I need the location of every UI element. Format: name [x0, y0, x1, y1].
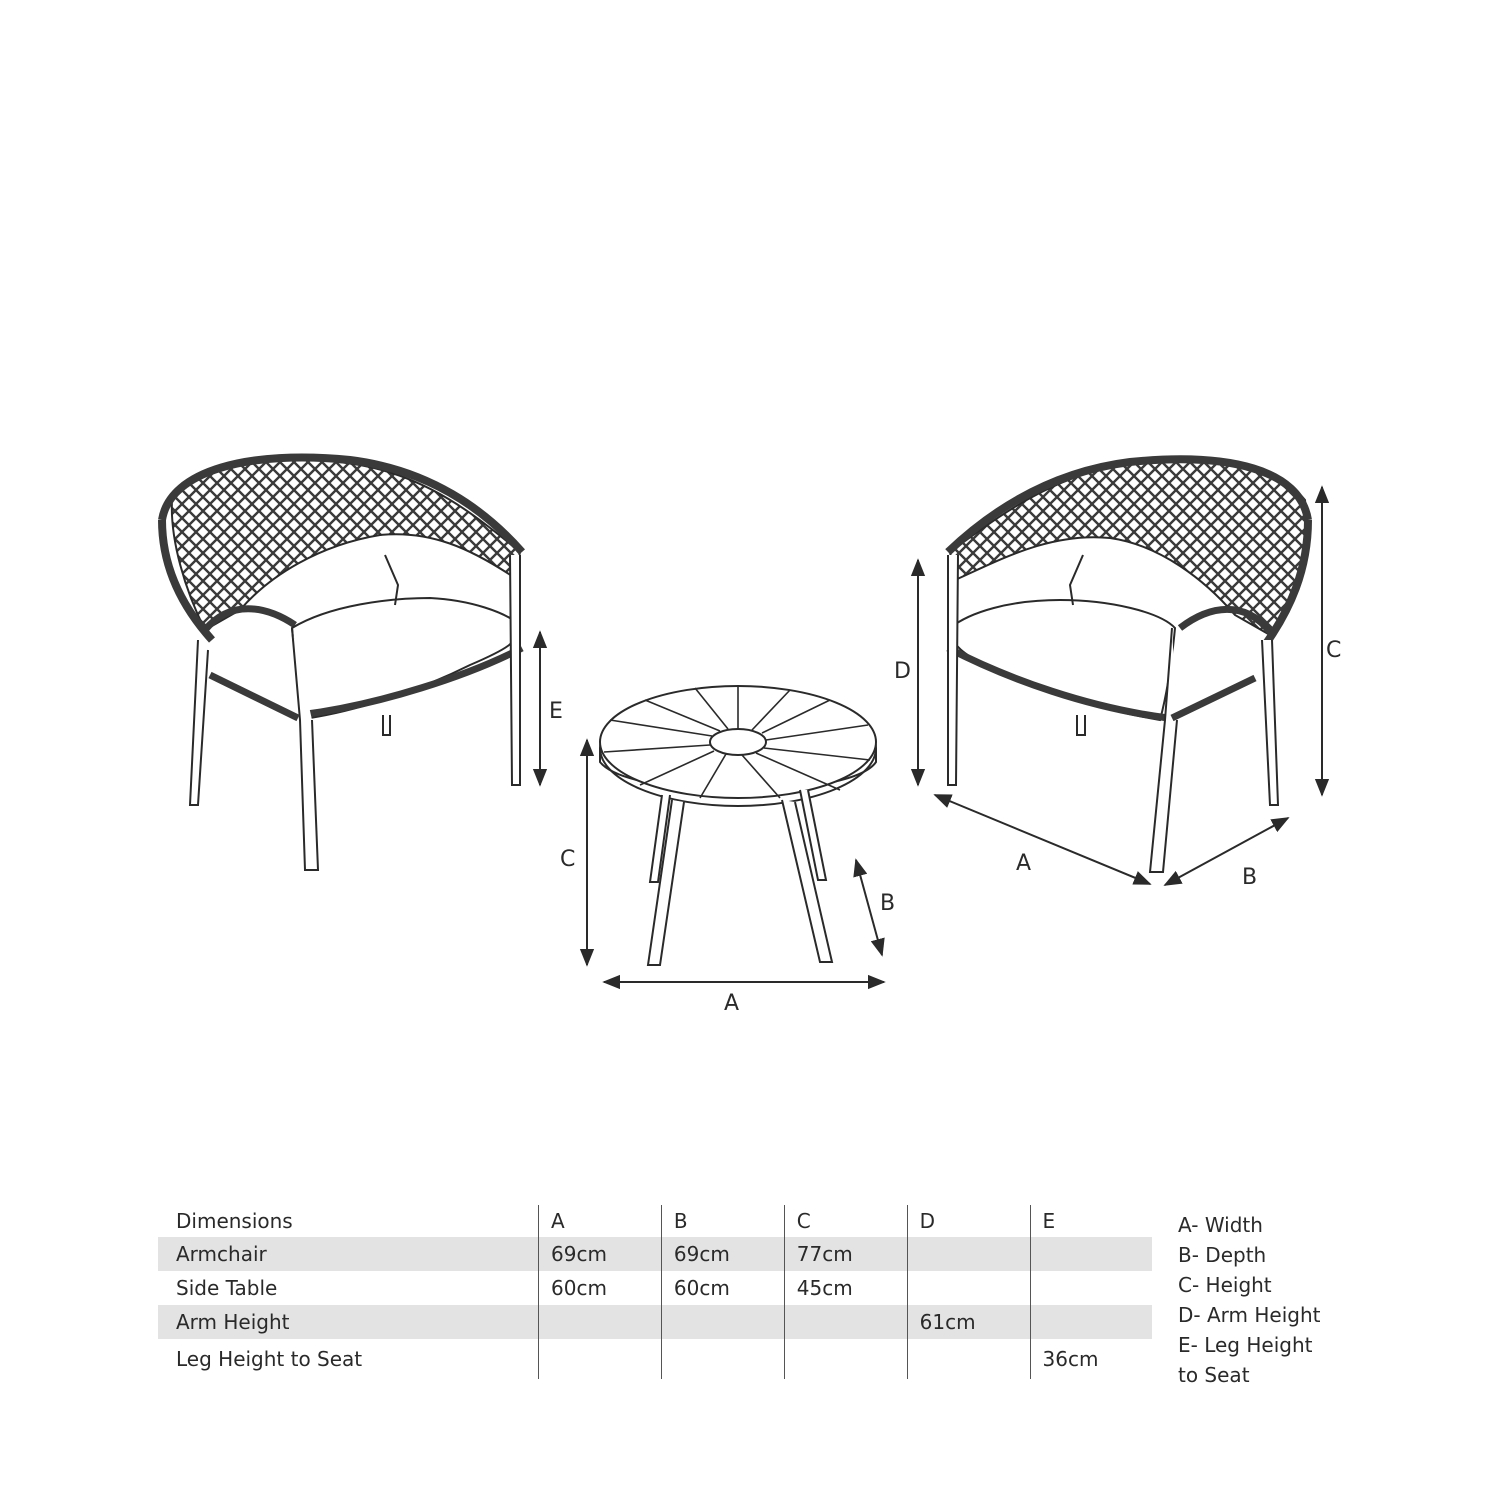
cell-A: 69cm	[539, 1237, 662, 1271]
table-row	[158, 1305, 1152, 1339]
dim-line-table-B	[856, 860, 882, 955]
header-D: D	[907, 1205, 1030, 1237]
legend-line: C- Height	[1178, 1273, 1272, 1297]
table-row	[158, 1237, 1152, 1271]
armchair-left	[162, 458, 522, 871]
cell-C: 77cm	[784, 1237, 907, 1271]
legend-line: E- Leg Height	[1178, 1333, 1313, 1357]
cell-C: 45cm	[784, 1271, 907, 1305]
label-right-A: A	[1016, 851, 1032, 876]
armchair-left-seat	[292, 598, 520, 718]
cell-D: 61cm	[907, 1305, 1030, 1339]
side-table	[600, 686, 876, 965]
cell-A	[539, 1339, 662, 1379]
label-right-C: C	[1326, 638, 1342, 663]
dim-line-right-B	[1165, 818, 1288, 885]
label-right-B: B	[1242, 865, 1258, 890]
cell-B	[661, 1339, 784, 1379]
row-name: Arm Height	[158, 1305, 539, 1339]
dimensions-table	[158, 1205, 1152, 1379]
armchair-right-seat	[950, 600, 1175, 720]
dimension-legend	[1178, 1210, 1320, 1390]
header-dimensions: Dimensions	[176, 1209, 293, 1233]
cell-B: 60cm	[661, 1271, 784, 1305]
legend-line: A- Width	[1178, 1213, 1263, 1237]
cell-E	[1030, 1305, 1152, 1339]
cell-E	[1030, 1237, 1152, 1271]
cell-B	[661, 1305, 784, 1339]
cell-A: 60cm	[539, 1271, 662, 1305]
cell-D	[907, 1271, 1030, 1305]
legend-line: to Seat	[1178, 1363, 1250, 1387]
legend-line: B- Depth	[1178, 1243, 1267, 1267]
label-left-E: E	[549, 699, 563, 724]
table-row	[158, 1339, 1152, 1379]
header-B: B	[661, 1205, 784, 1237]
label-table-A: A	[724, 991, 740, 1016]
label-table-B: B	[880, 891, 896, 916]
label-right-D: D	[894, 659, 911, 684]
cell-A	[539, 1305, 662, 1339]
label-table-C: C	[560, 847, 576, 872]
armchair-right	[948, 459, 1308, 872]
cell-E: 36cm	[1030, 1339, 1152, 1379]
cell-D	[907, 1237, 1030, 1271]
header-E: E	[1030, 1205, 1152, 1237]
table-header-row	[158, 1205, 1152, 1237]
cell-D	[907, 1339, 1030, 1379]
header-C: C	[784, 1205, 907, 1237]
cell-C	[784, 1305, 907, 1339]
table-row	[158, 1271, 1152, 1305]
cell-E	[1030, 1271, 1152, 1305]
legend-line: D- Arm Height	[1178, 1303, 1321, 1327]
row-name: Leg Height to Seat	[176, 1347, 363, 1371]
header-A: A	[539, 1205, 662, 1237]
cell-B: 69cm	[661, 1237, 784, 1271]
dim-line-right-A	[935, 795, 1150, 884]
row-name: Armchair	[158, 1237, 539, 1271]
row-name: Side Table	[176, 1276, 278, 1300]
cell-C	[784, 1339, 907, 1379]
